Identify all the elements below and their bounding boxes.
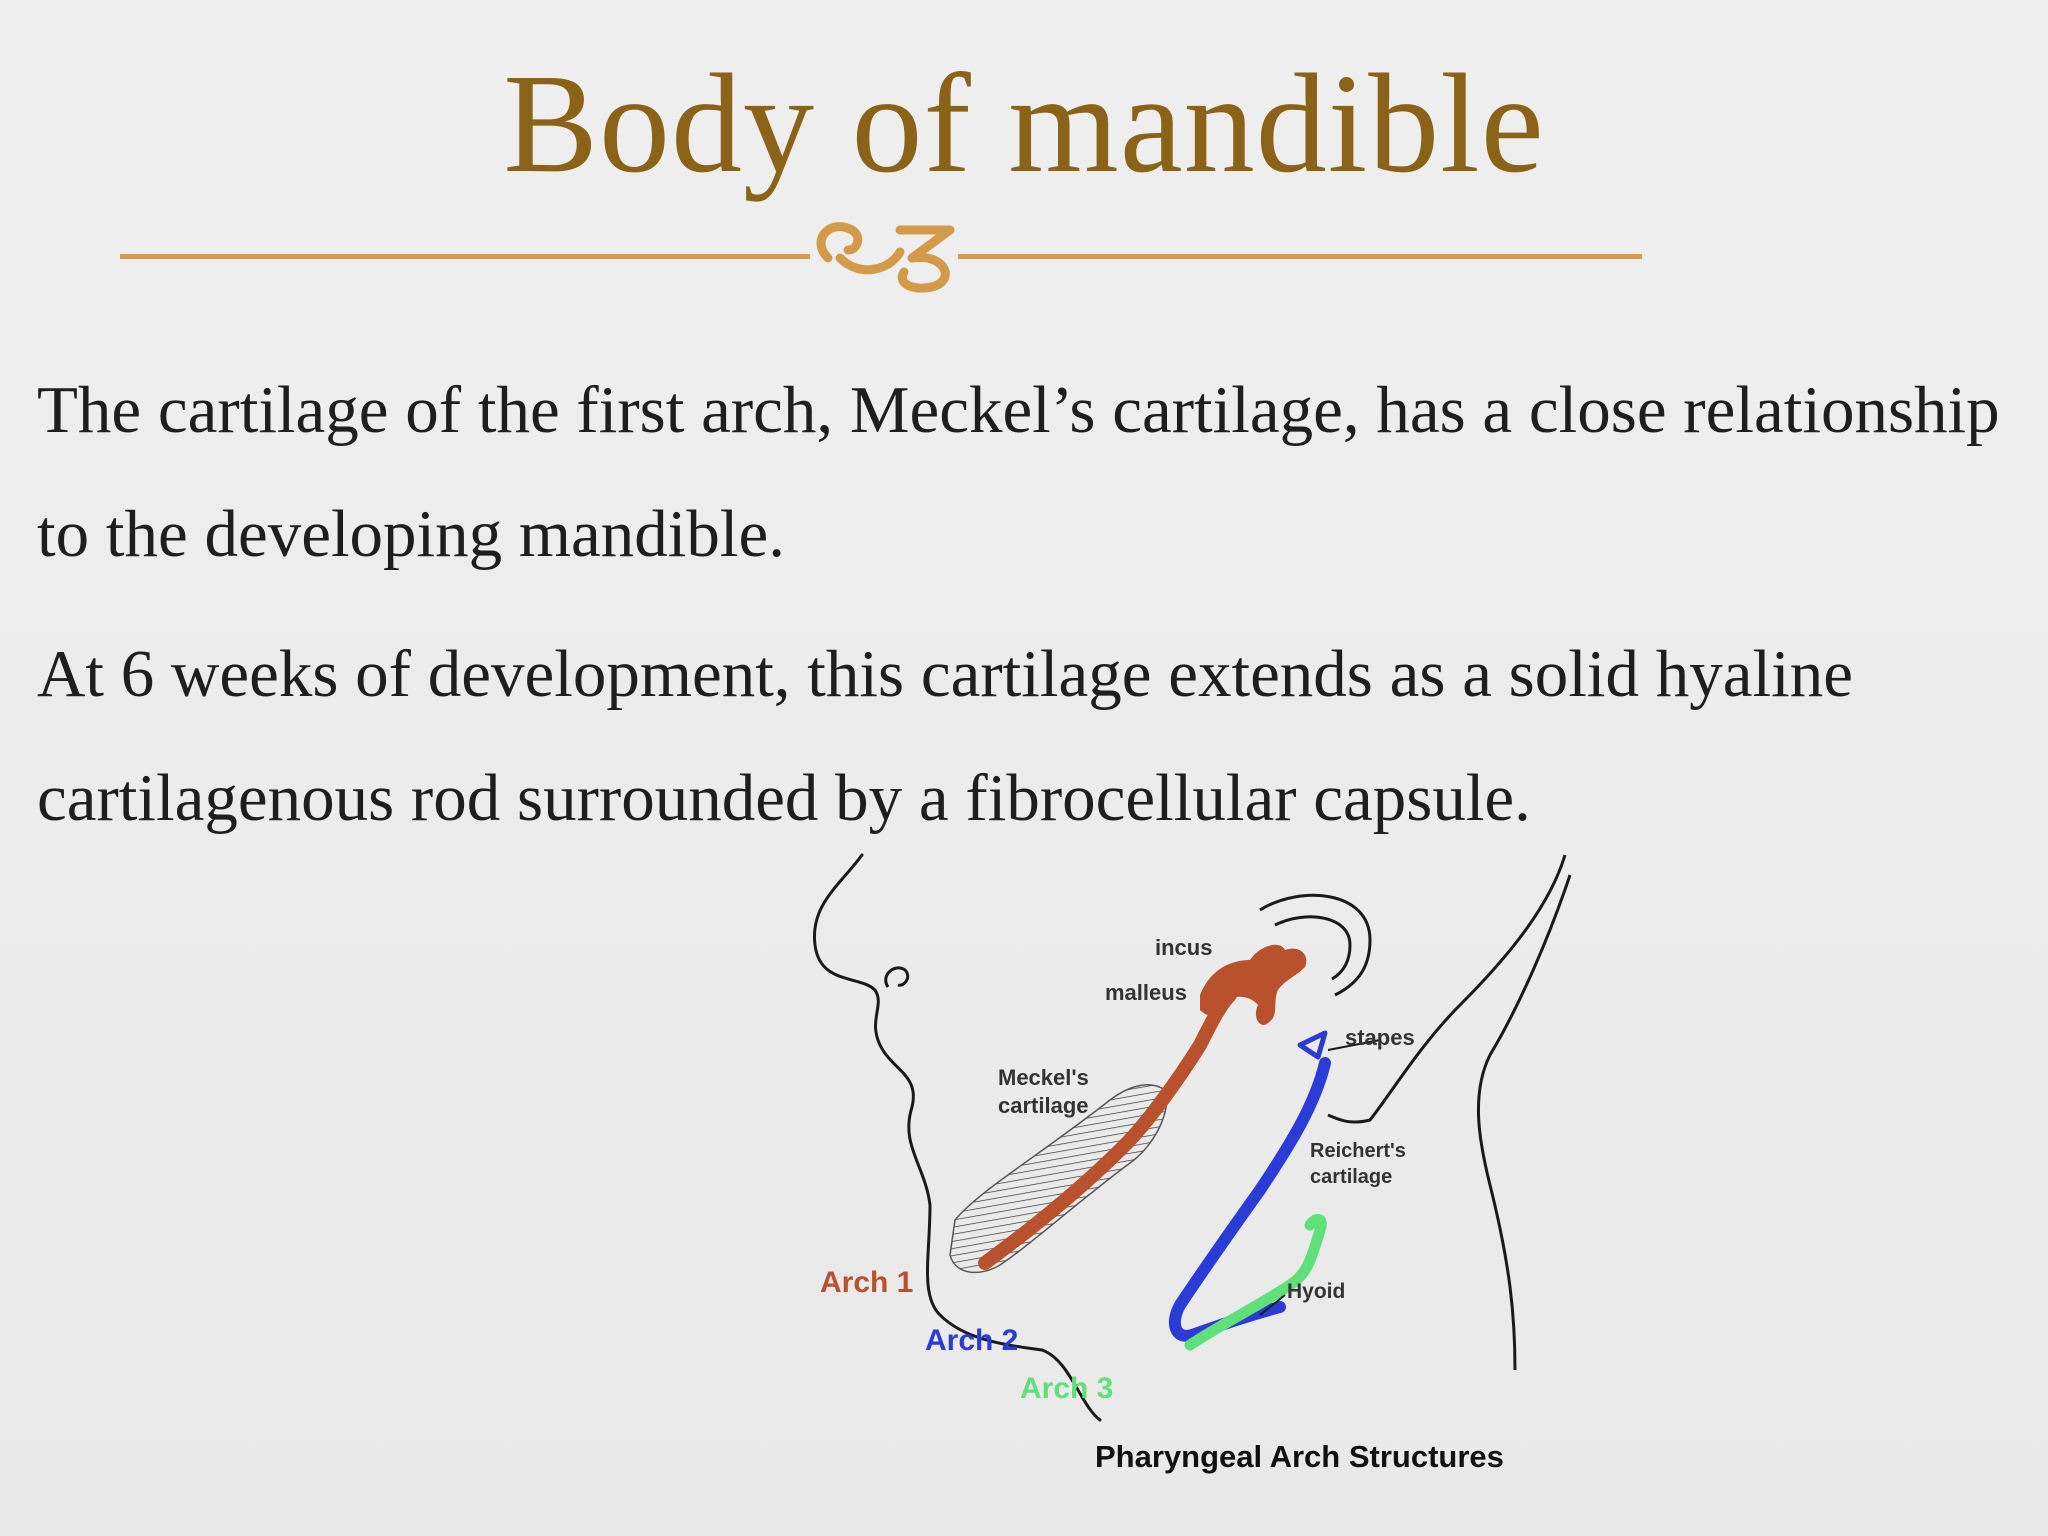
stapes-label: stapes [1345, 1025, 1415, 1050]
figure-caption: Pharyngeal Arch Structures [1095, 1439, 1504, 1474]
nostril-outline [886, 968, 908, 987]
paragraph-meckels-relationship: The cartilage of the first arch, Meckel’s cartilage, has a close relationship to the developing mandible. [37, 373, 2000, 571]
pharyngeal-arch-diagram [780, 845, 1630, 1495]
incus-label: incus [1155, 935, 1213, 960]
title-rule-right [958, 254, 1642, 259]
stapes-shape [1300, 1033, 1325, 1057]
paragraph-six-weeks-development: At 6 weeks of development, this cartilage extends as a solid hyaline cartilagenous rod surrounded by a fibrocellular capsule. [37, 637, 1853, 835]
reicherts-label-line2: cartilage [1310, 1166, 1393, 1188]
malleus-incus-shape [1200, 945, 1306, 1025]
pharyngeal-arch-figure [780, 845, 1630, 1495]
arch3-label: Arch 3 [1020, 1372, 1114, 1405]
meckels-label-line2: cartilage [998, 1093, 1089, 1118]
flourish-ornament-icon [800, 200, 970, 300]
malleus-label: malleus [1105, 980, 1187, 1005]
hyoid-label: Hyoid [1287, 1280, 1346, 1303]
meckels-label-line1: Meckel's [998, 1065, 1089, 1090]
reicherts-label-line1: Reichert's [1310, 1140, 1406, 1162]
arch2-label: Arch 2 [925, 1324, 1019, 1357]
neck-back-outline [1328, 855, 1565, 1122]
title-rule-left [120, 254, 810, 259]
arch1-label: Arch 1 [820, 1266, 914, 1299]
neck-front-outline [1478, 875, 1570, 1370]
slide-title: Body of mandible [503, 44, 1545, 202]
